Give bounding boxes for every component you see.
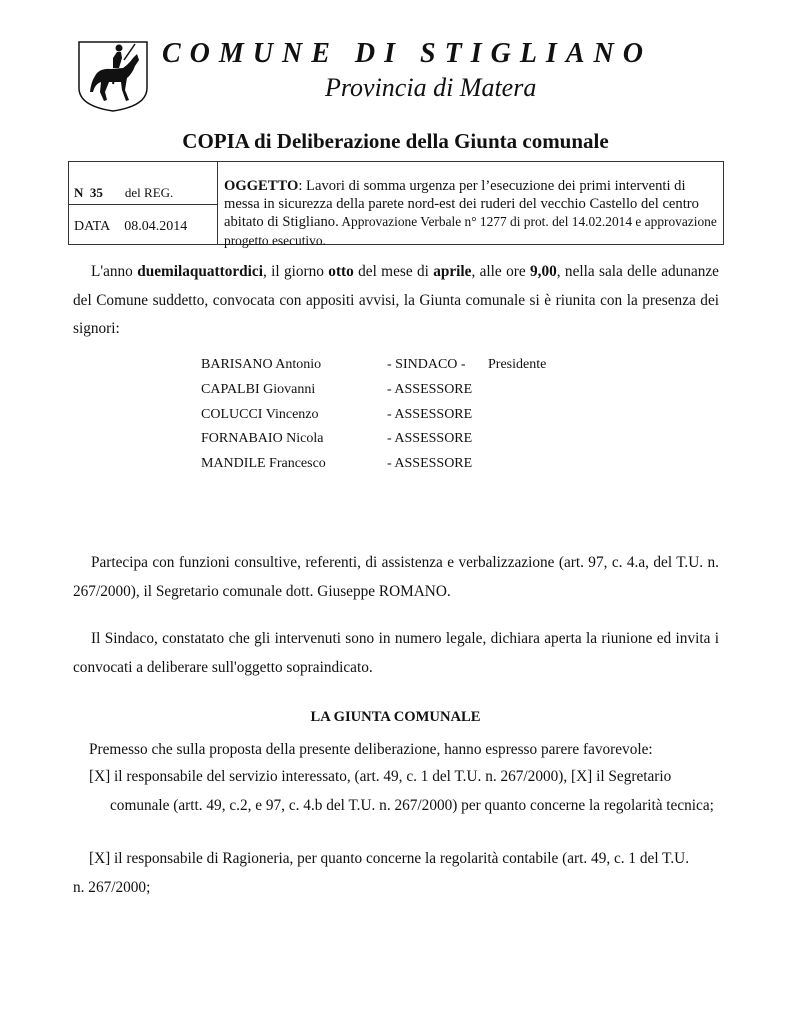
member-name: CAPALBI Giovanni: [201, 381, 316, 397]
document-heading: COPIA di Deliberazione della Giunta comunale: [182, 129, 609, 153]
registration-info: [69, 162, 218, 244]
member-role: - ASSESSORE: [387, 381, 473, 397]
mayor-paragraph: Il Sindaco, constatato che gli intervenuti sono in numero legale, dichiara aperta la riunione ed invita i convocati a deliberare sull'oggetto sopraindicato.: [73, 630, 719, 676]
subject-text: OGGETTO: Lavori di somma urgenza per l’esecuzione dei primi interventi di messa in sicurezza della parete nord-est dei ruderi del vecchio Castello del centro abitato di Stigliano. Approvazione Verbale n° 1277 di prot. del 14.02.2014 e approvazione progetto esecutivo.: [224, 178, 717, 248]
municipality-title: COMUNE DI STIGLIANO: [162, 38, 652, 69]
registration-box: [68, 161, 724, 248]
member-name: FORNABAIO Nicola: [201, 431, 324, 447]
date-value: 08.04.2014: [124, 219, 188, 234]
opinion-item-accounting: [X] il responsabile di Ragioneria, per quanto concerne la regolarità contabile (art. 49, c. 1 del T.U. n. 267/2000;: [73, 850, 690, 896]
register-number-value: 35: [89, 185, 103, 200]
coat-of-arms-logo: [77, 38, 149, 112]
member-role: - ASSESSORE: [387, 406, 473, 422]
subject-label: OGGETTO: [224, 178, 299, 194]
province-subtitle: Provincia di Matera: [325, 73, 537, 102]
register-number: N 35 del REG.: [74, 185, 174, 200]
member-extra: Presidente: [488, 357, 547, 372]
member-name: MANDILE Francesco: [201, 456, 326, 472]
member-name: COLUCCI Vincenzo: [201, 406, 319, 422]
register-label: del REG.: [124, 185, 174, 200]
opinion-item-technical: [X] il responsabile del servizio interessato, (art. 49, c. 1 del T.U. n. 267/2000), [X] il Segretario comunale (artt. 49, c.2, e 97, c. 4.b del T.U. n. 267/2000) per quanto concerne la regolarità tecnica;: [89, 768, 714, 814]
member-role: - ASSESSORE: [387, 431, 473, 447]
register-date: [74, 219, 187, 235]
member-role: - ASSESSORE: [387, 456, 473, 472]
premise-paragraph: Premesso che sulla proposta della presente deliberazione, hanno espresso parere favorevole:: [89, 741, 653, 758]
member-name: BARISANO Antonio: [201, 357, 322, 372]
intro-paragraph: L'anno duemilaquattordici, il giorno otto del mese di aprile, alle ore 9,00, nella sala delle adunanze del Comune suddetto, convocata con appositi avvisi, la Giunta comunale si è riunita con la presenza dei signori:: [73, 263, 719, 337]
secretary-paragraph: Partecipa con funzioni consultive, referenti, di assistenza e verbalizzazione (art. 97, c. 4.a, del T.U. n. 267/2000), il Segretario comunale dott. Giuseppe ROMANO.: [73, 554, 719, 600]
divider: [69, 204, 217, 205]
member-role: - SINDACO -: [387, 357, 466, 372]
council-heading: LA GIUNTA COMUNALE: [310, 709, 481, 725]
date-label: DATA: [74, 219, 111, 234]
